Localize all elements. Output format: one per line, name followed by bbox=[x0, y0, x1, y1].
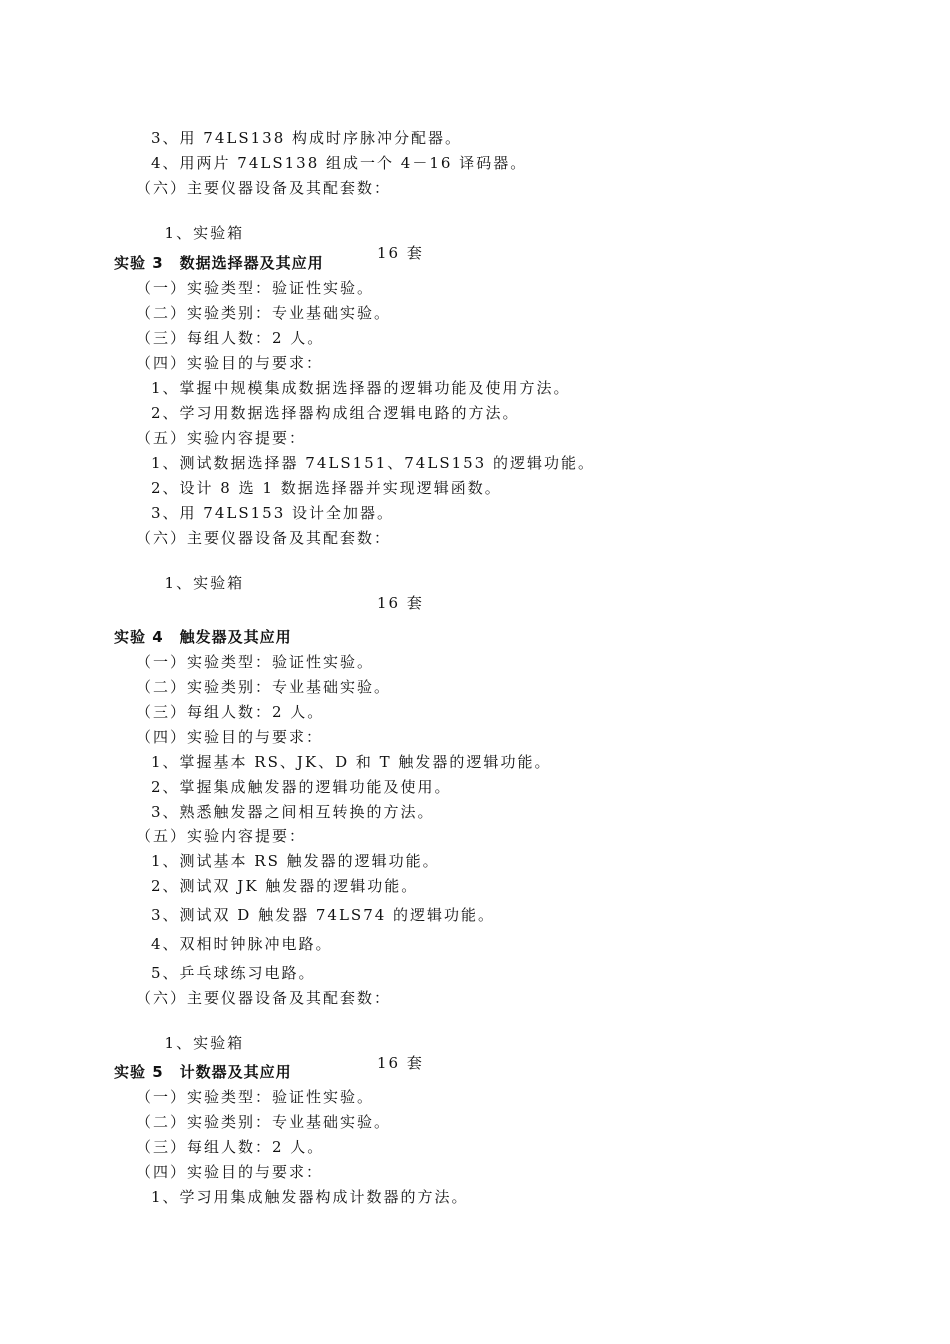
content-item: 2、测试双 JK 触发器的逻辑功能。 bbox=[151, 877, 419, 895]
section-heading: （四）实验目的与要求： bbox=[136, 1163, 324, 1181]
section-heading: （五）实验内容提要： bbox=[136, 429, 307, 447]
content-item: 4、双相时钟脉冲电路。 bbox=[151, 935, 333, 953]
experiment-title: 实验 5 计数器及其应用 bbox=[114, 1063, 292, 1081]
section-heading: （四）实验目的与要求： bbox=[136, 354, 324, 372]
section-line: （三）每组人数：2 人。 bbox=[136, 1138, 325, 1156]
section-line: （二）实验类别：专业基础实验。 bbox=[136, 1113, 392, 1131]
equipment-qty: 16 套 bbox=[377, 244, 424, 262]
section-line: （三）每组人数：2 人。 bbox=[136, 329, 325, 347]
equipment-qty: 16 套 bbox=[377, 1054, 424, 1072]
content-item: 3、用 74LS153 设计全加器。 bbox=[151, 504, 395, 522]
equipment-item: 1、实验箱 bbox=[164, 574, 245, 592]
equipment-row bbox=[151, 553, 424, 613]
content-item: 1、测试数据选择器 74LS151、74LS153 的逻辑功能。 bbox=[151, 454, 595, 472]
goal-item: 1、学习用集成触发器构成计数器的方法。 bbox=[151, 1188, 469, 1206]
section-line: （三）每组人数：2 人。 bbox=[136, 703, 325, 721]
content-item: 2、设计 8 选 1 数据选择器并实现逻辑函数。 bbox=[151, 479, 502, 497]
section-heading: （五）实验内容提要： bbox=[136, 827, 307, 845]
goal-item: 2、学习用数据选择器构成组合逻辑电路的方法。 bbox=[151, 404, 520, 422]
goal-item: 3、熟悉触发器之间相互转换的方法。 bbox=[151, 803, 435, 821]
goal-item: 1、掌握中规模集成数据选择器的逻辑功能及使用方法。 bbox=[151, 379, 571, 397]
content-item: 4、用两片 74LS138 组成一个 4－16 译码器。 bbox=[151, 154, 528, 172]
section-heading: （六）主要仪器设备及其配套数： bbox=[136, 179, 392, 197]
section-heading: （六）主要仪器设备及其配套数： bbox=[136, 989, 392, 1007]
equipment-qty: 16 套 bbox=[377, 594, 424, 612]
goal-item: 1、掌握基本 RS、JK、D 和 T 触发器的逻辑功能。 bbox=[151, 753, 552, 771]
experiment-title: 实验 3 数据选择器及其应用 bbox=[114, 254, 324, 272]
content-item: 3、测试双 D 触发器 74LS74 的逻辑功能。 bbox=[151, 906, 496, 924]
content-item: 3、用 74LS138 构成时序脉冲分配器。 bbox=[151, 129, 463, 147]
section-line: （二）实验类别：专业基础实验。 bbox=[136, 304, 392, 322]
section-heading: （六）主要仪器设备及其配套数： bbox=[136, 529, 392, 547]
equipment-item: 1、实验箱 bbox=[164, 1034, 245, 1052]
section-line: （一）实验类型：验证性实验。 bbox=[136, 1088, 375, 1106]
section-line: （二）实验类别：专业基础实验。 bbox=[136, 678, 392, 696]
section-heading: （四）实验目的与要求： bbox=[136, 728, 324, 746]
section-line: （一）实验类型：验证性实验。 bbox=[136, 653, 375, 671]
content-item: 5、乒乓球练习电路。 bbox=[151, 964, 316, 982]
experiment-title: 实验 4 触发器及其应用 bbox=[114, 628, 292, 646]
goal-item: 2、掌握集成触发器的逻辑功能及使用。 bbox=[151, 778, 452, 796]
section-line: （一）实验类型：验证性实验。 bbox=[136, 279, 375, 297]
content-item: 1、测试基本 RS 触发器的逻辑功能。 bbox=[151, 852, 440, 870]
equipment-item: 1、实验箱 bbox=[164, 224, 245, 242]
